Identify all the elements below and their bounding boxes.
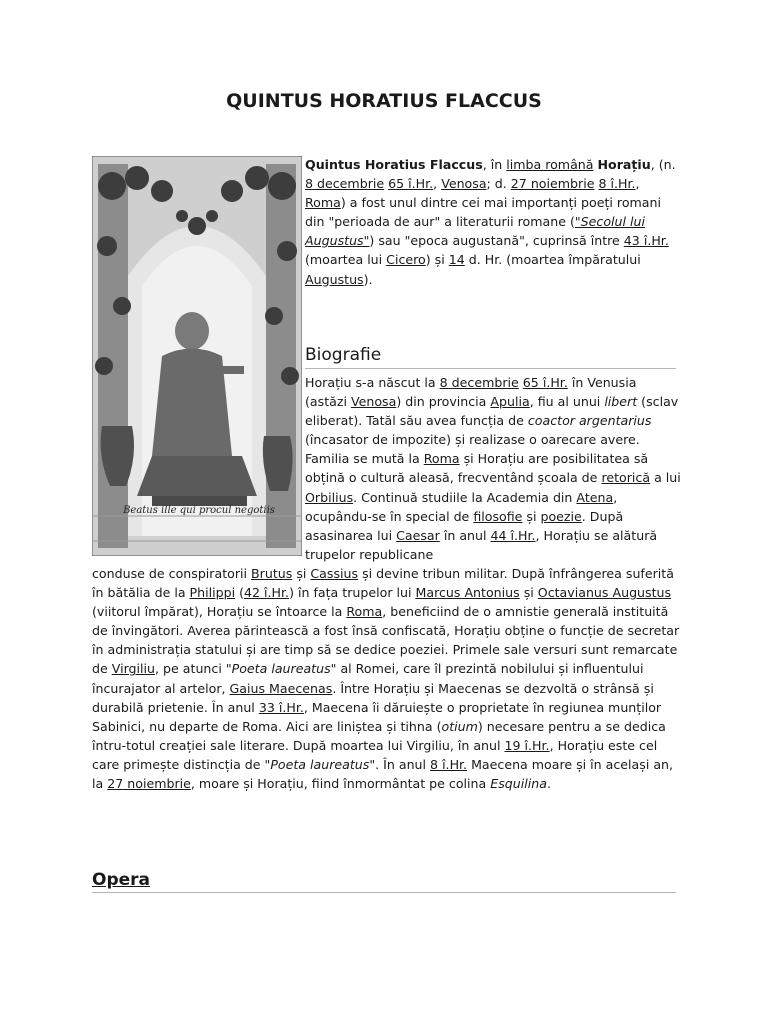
link-filosofie[interactable]: filosofie xyxy=(473,508,523,524)
link-65-ihr[interactable]: 65 î.Hr. xyxy=(388,176,434,192)
link-14[interactable]: 14 xyxy=(448,252,465,268)
link-limba-romana[interactable]: limba română xyxy=(506,157,594,172)
link-27-noiembrie[interactable]: 27 noiembrie xyxy=(510,176,595,192)
link-8-ihr[interactable]: 8 î.Hr. xyxy=(598,176,636,192)
section-heading-biografie: Biografie xyxy=(305,345,382,365)
link-8-decembrie[interactable]: 8 decembrie xyxy=(305,176,385,192)
link-33-ihr[interactable]: 33 î.Hr. xyxy=(258,699,304,715)
section-divider xyxy=(92,892,676,893)
link-42-ihr[interactable]: 42 î.Hr. xyxy=(244,585,290,601)
link-43-ihr[interactable]: 43 î.Hr. xyxy=(623,233,669,249)
page-title: QUINTUS HORATIUS FLACCUS xyxy=(226,90,542,112)
link-8-ihr[interactable]: 8 î.Hr. xyxy=(430,756,468,772)
link-retorica[interactable]: retorică xyxy=(601,470,651,486)
link-19-ihr[interactable]: 19 î.Hr. xyxy=(504,737,550,753)
link-venosa[interactable]: Venosa xyxy=(350,394,397,410)
link-venosa[interactable]: Venosa xyxy=(441,176,487,192)
link-gaius-maecenas[interactable]: Gaius Maecenas xyxy=(229,680,333,696)
link-apulia[interactable]: Apulia xyxy=(490,394,530,410)
link-atena[interactable]: Atena xyxy=(576,489,614,505)
link-poezie[interactable]: poezie xyxy=(540,508,582,524)
section-divider xyxy=(305,368,676,369)
biography-paragraph: Horațiu s-a născut la 8 decembrie 65 î.Hr. în Venusia (astăzi Venosa) din provincia Apulia, fiu al unui libert (sclav eliberat). Tatăl său avea funcția de coactor argentarius (încasator de impozite) și realizase o oarecare avere. Familia se mută la Roma și Horațiu are posibilitatea să obțină o cultură aleasă, frecventând școala de retorică a lui Orbilius. Continuă studiile la Academia din Atena, ocupându-se în special de filosofie și poezie. După asasinarea lui Caesar în anul 44 î.Hr., Horațiu se alătură trupelor republicane xyxy=(305,375,681,562)
link-roma[interactable]: Roma xyxy=(305,195,341,211)
link-cassius[interactable]: Cassius xyxy=(310,566,359,581)
link-brutus[interactable]: Brutus xyxy=(251,566,293,581)
link-27-noiembrie[interactable]: 27 noiembrie xyxy=(107,776,191,792)
intro-paragraph: Quintus Horatius Flaccus, în limba română Horațiu, (n. 8 decembrie 65 î.Hr., Venosa; d. 27 noiembrie 8 î.Hr., Roma) a fost unul dintre cei mai importanți poeți romani din "perioada de aur" a literaturii romane ("Secolul lui Augustus") sau "epoca augustană", cuprinsă între 43 î.Hr. (moartea lui Cicero) și 14 d. Hr. (moartea împăratului Augustus). xyxy=(305,157,676,287)
link-secolul-lui-augustus[interactable]: "Secolul lui Augustus" xyxy=(305,214,646,249)
link-augustus[interactable]: Augustus xyxy=(305,271,364,287)
section-heading-opera: Opera xyxy=(92,870,151,890)
link-roma[interactable]: Roma xyxy=(346,604,383,620)
link-caesar[interactable]: Caesar xyxy=(396,527,440,543)
link-65-ihr[interactable]: 65 î.Hr. xyxy=(522,375,568,390)
horace-portrait-engraving xyxy=(92,156,302,556)
link-philippi[interactable]: Philippi xyxy=(189,585,236,601)
link-44-ihr[interactable]: 44 î.Hr. xyxy=(490,527,536,543)
link-orbilius[interactable]: Orbilius xyxy=(305,489,354,505)
portrait-caption: Beatus ille qui procul negotiis xyxy=(123,505,275,516)
subject-name: Quintus Horatius Flaccus xyxy=(305,157,483,172)
link-roma[interactable]: Roma xyxy=(423,451,460,467)
link-marcus-antonius[interactable]: Marcus Antonius xyxy=(415,585,520,601)
link-8-decembrie[interactable]: 8 decembrie xyxy=(439,375,519,390)
link-cicero[interactable]: Cicero xyxy=(386,252,426,268)
biography-paragraph-continued: conduse de conspiratorii Brutus și Cassius și devine tribun militar. După înfrângerea suferită în bătălia de la Philippi (42 î.Hr.) în fața trupelor lui Marcus Antonius și Octavianus Augustus (viitorul împărat), Horațiu se întoarce la Roma, beneficiind de o amnistie generală instituită de învingători. Averea părintească a fost însă confiscată, Horațiu obține o funcție de secretar în administrația statului și are timp să se dedice poeziei. Primele sale versuri sunt remarcate de Virgiliu, pe atunci "Poeta laureatus" al Romei, care îl prezintă nobilului și influentului încurajator al artelor, Gaius Maecenas. Între Horațiu și Maecenas se dezvoltă o strânsă și durabilă prietenie. În anul 33 î.Hr., Maecena îi dăruiește o proprietate în regiunea munților Sabinici, nu departe de Roma. Aici are liniștea și tihna (otium) necesare pentru a se dedica întru-totul creației sale literare. După moartea lui Virgiliu, în anul 19 î.Hr., Horațiu este cel care primește distincția de "Poeta laureatus". În anul 8 î.Hr. Maecena moare și în același an, la 27 noiembrie, moare și Horațiu, fiind înmormântat pe colina Esquilina. xyxy=(92,566,680,792)
link-octavianus-augustus[interactable]: Octavianus Augustus xyxy=(537,585,672,601)
link-virgiliu[interactable]: Virgiliu xyxy=(111,661,156,677)
